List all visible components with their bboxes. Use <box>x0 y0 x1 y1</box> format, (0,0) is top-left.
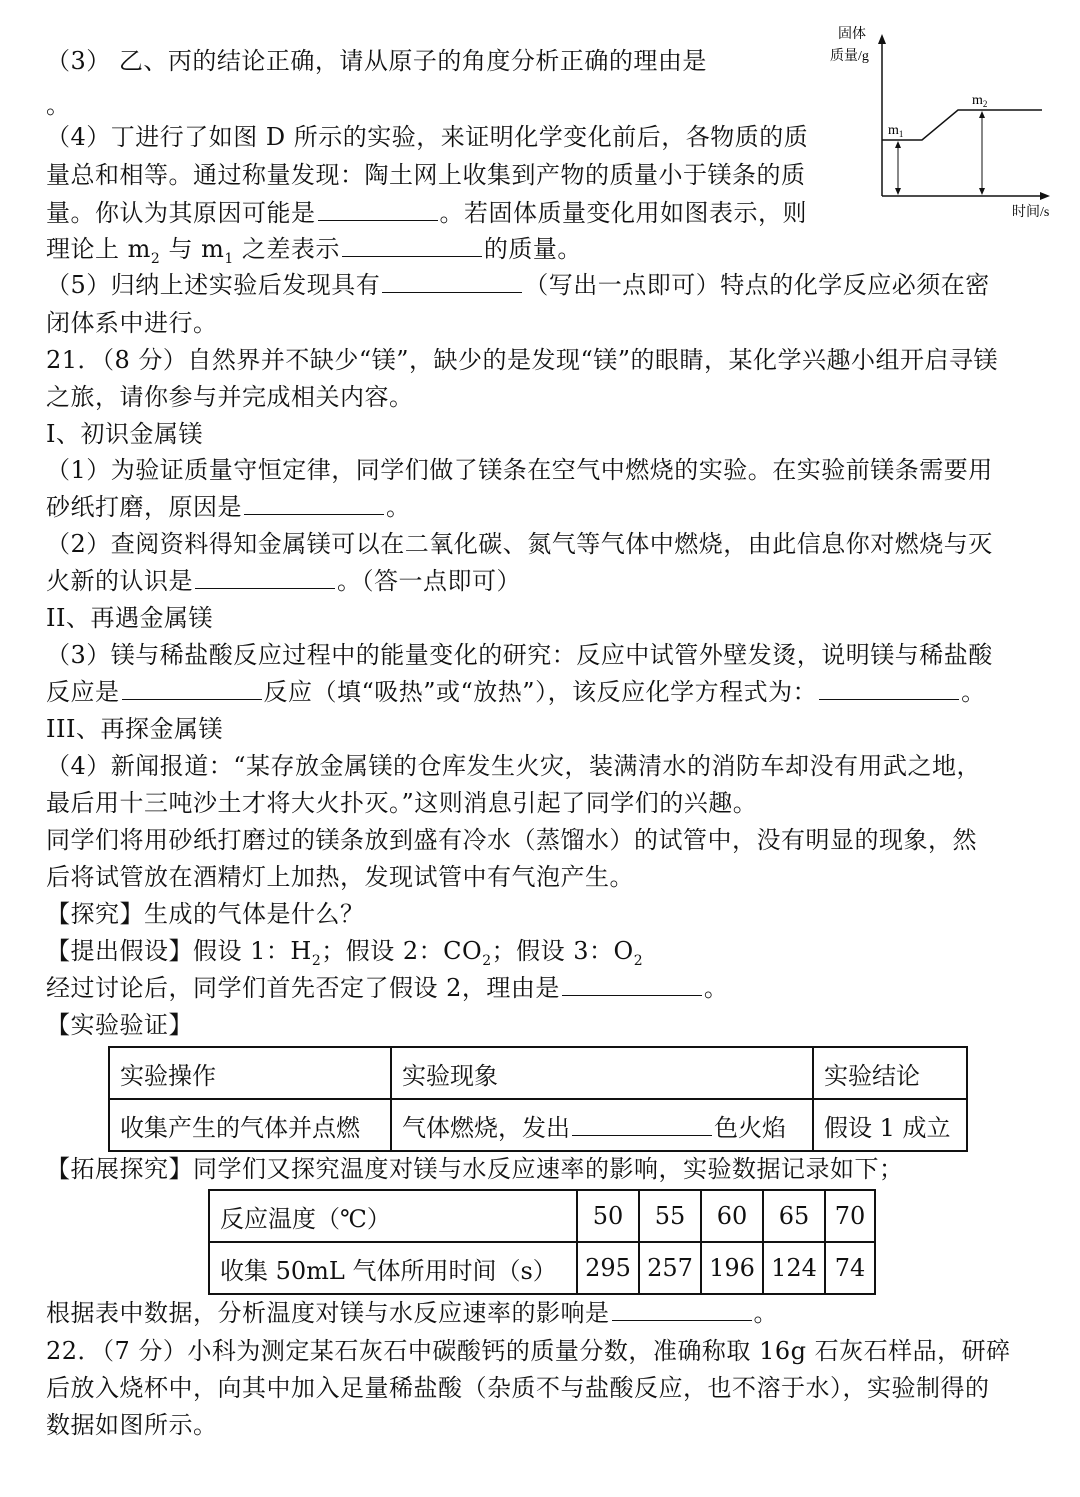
table-cell: 74 <box>825 1242 875 1294</box>
q20-p5-line1: （5）归纳上述实验后发现具有 （写出一点即可）特点的化学反应必须在密 <box>46 271 990 299</box>
q21-title-line1: 21．（8 分）自然界并不缺少“镁”，缺少的是发现“镁”的眼睛，某化学兴趣小组开启寻镁 <box>46 346 999 374</box>
experiment-table <box>108 1046 968 1152</box>
table-cell: 257 <box>639 1242 701 1294</box>
q21-section-1: I、初识金属镁 <box>46 420 203 448</box>
q20-p5-line2: 闭体系中进行。 <box>46 309 218 337</box>
q21-p4-line3: 同学们将用砂纸打磨过的镁条放到盛有冷水（蒸馏水）的试管中，没有明显的现象，然 <box>46 826 977 854</box>
graph-m1-label: $m_1$ <box>888 123 904 139</box>
table-row-label: 收集 50mL 气体所用时间（s） <box>209 1242 577 1294</box>
table-row <box>209 1190 875 1242</box>
q21-p3-line1: （3）镁与稀盐酸反应过程中的能量变化的研究：反应中试管外壁发烫，说明镁与稀盐酸 <box>46 641 993 669</box>
answer-blank[interactable] <box>612 1298 752 1321</box>
graph-ylabel-1: 固体 <box>838 27 866 42</box>
table-header: 实验结论 <box>813 1047 967 1099</box>
answer-blank[interactable] <box>195 566 335 589</box>
q22-line1: 22．（7 分）小科为测定某石灰石中碳酸钙的质量分数，准确称取 16g 石灰石样品，研碎 <box>46 1337 1011 1365</box>
q21-section-3: III、再探金属镁 <box>46 715 223 743</box>
table-row-label: 反应温度（℃） <box>209 1190 577 1242</box>
table-header: 实验现象 <box>391 1047 813 1099</box>
q21-verify: 【实验验证】 <box>46 1011 193 1039</box>
q21-extend: 【拓展探究】同学们又探究温度对镁与水反应速率的影响，实验数据记录如下； <box>46 1155 904 1183</box>
table-row <box>209 1242 875 1294</box>
graph-y-arrow <box>878 34 886 44</box>
q20-p4-line1: （4）丁进行了如图 D 所示的实验，来证明化学变化前后，各物质的质 <box>46 123 809 151</box>
table-cell: 55 <box>639 1190 701 1242</box>
q22-line2: 后放入烧杯中，向其中加入足量稀盐酸（杂质不与盐酸反应，也不溶于水），实验制得的 <box>46 1374 990 1402</box>
table-cell: 295 <box>577 1242 639 1294</box>
q21-p2-line2: 火新的认识是 。（答一点即可） <box>46 567 521 595</box>
q22-line3: 数据如图所示。 <box>46 1411 218 1439</box>
answer-blank[interactable] <box>342 234 482 257</box>
graph-x-arrow <box>1040 192 1050 200</box>
q21-deny: 经过讨论后，同学们首先否定了假设 2，理由是 。 <box>46 974 729 1002</box>
table-cell: 气体燃烧，发出 色火焰 <box>391 1099 813 1151</box>
q21-p4-line1: （4）新闻报道：“某存放金属镁的仓库发生火灾，装满清水的消防车却没有用武之地， <box>46 752 982 780</box>
q21-hypotheses: 【提出假设】假设 1：$H_2$；假设 2：$CO_2$；假设 3：$O_2$ <box>46 937 644 969</box>
table-cell: 196 <box>701 1242 763 1294</box>
answer-blank[interactable] <box>122 677 262 700</box>
q21-p1-line1: （1）为验证质量守恒定律，同学们做了镁条在空气中燃烧的实验。在实验前镁条需要用 <box>46 456 993 484</box>
answer-blank[interactable] <box>382 270 522 293</box>
table-header: 实验操作 <box>109 1047 391 1099</box>
table-cell: 124 <box>763 1242 825 1294</box>
temperature-table <box>208 1189 876 1295</box>
table-row <box>109 1099 967 1151</box>
graph-xlabel: 时间/s <box>1012 205 1050 220</box>
q20-p3-line1: （3） 乙、丙的结论正确，请从原子的角度分析正确的理由是 <box>46 47 707 75</box>
graph-m2-label: $m_2$ <box>972 93 988 109</box>
q21-p3-line2: 反应是 反应（填“吸热”或“放热”），该反应化学方程式为： 。 <box>46 678 986 706</box>
answer-blank[interactable] <box>318 198 438 221</box>
answer-blank[interactable] <box>562 973 702 996</box>
q20-p4-line2: 量总和相等。通过称量发现：陶土网上收集到产物的质量小于镁条的质 <box>46 161 806 189</box>
q21-p2-line1: （2）查阅资料得知金属镁可以在二氧化碳、氮气等气体中燃烧，由此信息你对燃烧与灭 <box>46 530 993 558</box>
graph-mass-curve <box>882 110 1042 140</box>
answer-blank[interactable] <box>244 492 384 515</box>
table-cell: 假设 1 成立 <box>813 1099 967 1151</box>
table-cell: 60 <box>701 1190 763 1242</box>
q20-p4-line3: 量。你认为其原因可能是 。若固体质量变化用如图表示，则 <box>46 199 807 227</box>
q21-title-line2: 之旅，请你参与并完成相关内容。 <box>46 383 414 411</box>
q21-analysis: 根据表中数据，分析温度对镁与水反应速率的影响是 。 <box>46 1299 778 1327</box>
table-row <box>109 1047 967 1099</box>
mass-time-graph <box>820 20 1060 220</box>
q21-p1-line2: 砂纸打磨，原因是 。 <box>46 493 411 521</box>
q21-explore: 【探究】生成的气体是什么？ <box>46 900 365 928</box>
q20-p4-line4: 理论上 $m_2$ 与 $m_1$ 之差表示 的质量。 <box>46 235 582 267</box>
q21-p4-line4: 后将试管放在酒精灯上加热，发现试管中有气泡产生。 <box>46 863 634 891</box>
q21-section-2: II、再遇金属镁 <box>46 604 213 632</box>
graph-ylabel-2: 质量/g <box>830 49 869 64</box>
answer-blank[interactable] <box>819 677 959 700</box>
table-cell: 70 <box>825 1190 875 1242</box>
answer-blank[interactable] <box>572 1113 712 1136</box>
table-cell: 50 <box>577 1190 639 1242</box>
q20-p3-end: 。 <box>46 91 71 119</box>
table-cell: 65 <box>763 1190 825 1242</box>
table-cell: 收集产生的气体并点燃 <box>109 1099 391 1151</box>
q21-p4-line2: 最后用十三吨沙土才将大火扑灭。”这则消息引起了同学们的兴趣。 <box>46 789 758 817</box>
